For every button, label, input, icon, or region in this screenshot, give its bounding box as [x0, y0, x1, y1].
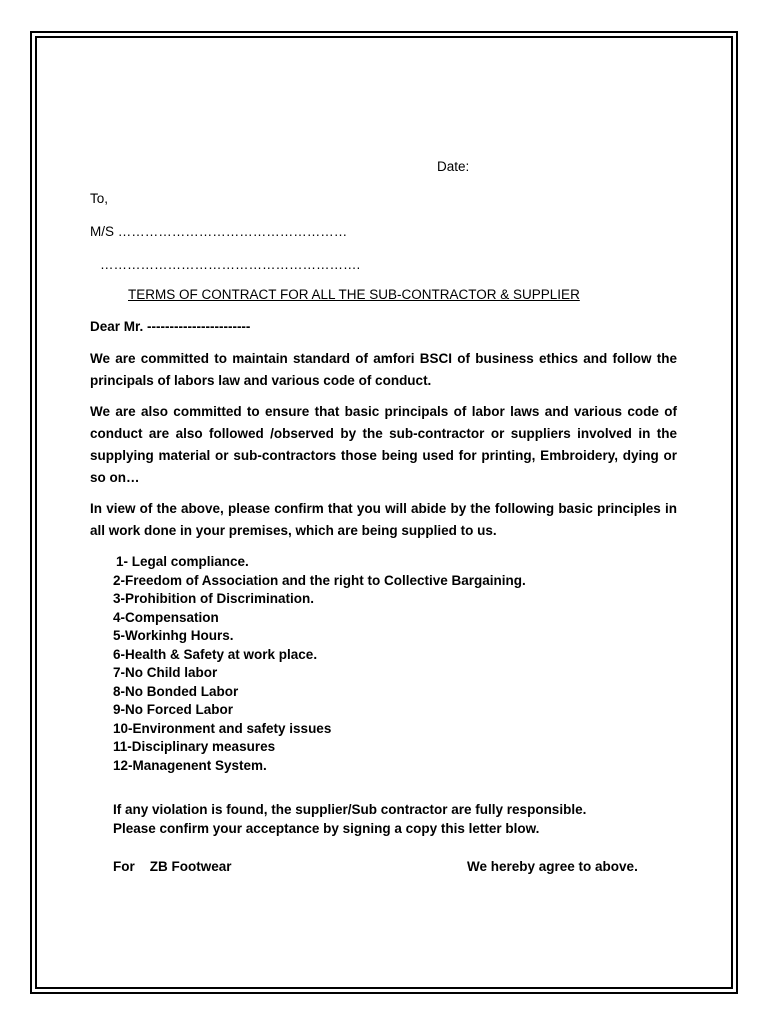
salutation: Dear Mr. ----------------------- [90, 319, 251, 334]
paragraph-subcontractor: We are also committed to ensure that basic principals of labor laws and various code of conduct are also followed /observed by the sub-contractor or suppliers involved in the supplying material or sub-contractors those being used for printing, Embroidery, dying or so on… [90, 404, 677, 485]
list-item: 8-No Bonded Labor [113, 683, 239, 699]
list-item: 1- Legal compliance. [116, 554, 249, 569]
list-item: 2-Freedom of Association and the right to Collective Bargaining. [113, 572, 526, 588]
list-item: 7-No Child labor [113, 665, 218, 680]
signature-agreement: We hereby agree to above. [467, 859, 638, 874]
list-item: 10-Environment and safety issues [113, 720, 332, 736]
ms-line: M/S …………………………………………… [90, 224, 348, 239]
list-item: 6-Health & Safety at work place. [113, 646, 318, 662]
list-item: 5-Workinhg Hours. [113, 628, 234, 643]
list-item: 4-Compensation [113, 609, 219, 625]
violation-note: If any violation is found, the supplier/Sub contractor are fully responsible. [113, 802, 587, 817]
principles-list [113, 553, 526, 775]
list-item: 9-No Forced Labor [113, 702, 234, 717]
paragraph-commitment: We are committed to maintain standard of amfori BSCI of business ethics and follow the principals of labors law and various code of conduct. [90, 351, 677, 388]
paragraph-confirm-principles: In view of the above, please confirm that you will abide by the following basic principles in all work done in your premises, which are being supplied to us. [90, 501, 677, 538]
signature-company: For ZB Footwear [113, 859, 232, 874]
to-label: To, [90, 191, 109, 206]
address-line: …………………………………………………. [100, 257, 361, 272]
letter-title: TERMS OF CONTRACT FOR ALL THE SUB-CONTRACTOR & SUPPLIER [128, 287, 580, 302]
list-item: 12-Managenent System. [113, 757, 267, 773]
date-label: Date: [437, 159, 470, 174]
list-item: 3-Prohibition of Discrimination. [113, 591, 315, 606]
list-item: 11-Disciplinary measures [113, 739, 276, 754]
confirm-note: Please confirm your acceptance by signing a copy this letter blow. [113, 821, 540, 836]
